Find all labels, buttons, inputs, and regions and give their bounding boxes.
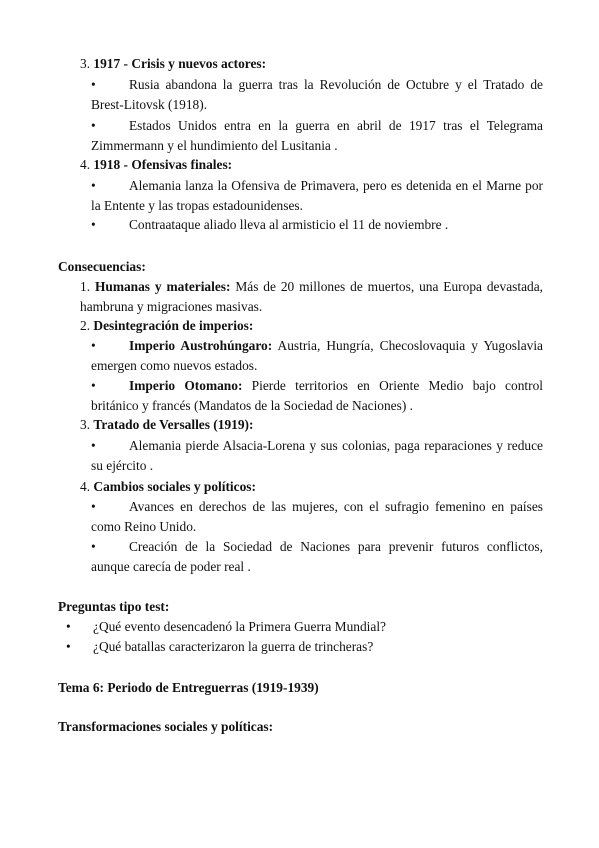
item-text: Más de 20 millones de muertos, una Europa devastada, hambruna y migraciones masivas. — [80, 279, 543, 314]
bullet-icon: • — [91, 499, 96, 514]
question-item — [66, 637, 373, 657]
bullet-paragraph — [91, 116, 543, 155]
list-number: 3. — [80, 417, 91, 432]
bullet-icon: • — [91, 217, 96, 232]
bullet-text: Estados Unidos entra en la guerra en abril de 1917 tras el Telegrama Zimmermann y el hundimiento del Lusitania . — [91, 118, 543, 153]
bullet-title: Imperio Austrohúngaro: — [129, 338, 273, 353]
list-number: 1. — [80, 279, 91, 294]
list-number: 2. — [80, 318, 91, 333]
question-text: ¿Qué evento desencadenó la Primera Guerra Mundial? — [93, 619, 386, 634]
bullet-paragraph — [91, 497, 543, 536]
bullet-icon: • — [91, 77, 96, 92]
bullet-icon: • — [66, 639, 71, 654]
section-1918-heading — [80, 155, 232, 175]
bullet-paragraph — [91, 176, 543, 215]
section-title: 1918 - Ofensivas finales: — [93, 157, 233, 172]
section-1917-heading — [80, 54, 266, 74]
bullet-icon: • — [91, 338, 96, 353]
bullet-icon: • — [91, 539, 96, 554]
item-title: Cambios sociales y políticos: — [93, 479, 256, 494]
list-number: 3. — [80, 56, 91, 71]
bullet-paragraph — [91, 436, 543, 475]
numbered-heading — [80, 415, 253, 435]
list-number: 4. — [80, 479, 91, 494]
bullet-icon: • — [91, 378, 96, 393]
bullet-text: Creación de la Sociedad de Naciones para prevenir futuros conflictos, aunque carecía de poder real . — [91, 539, 543, 574]
bullet-icon: • — [91, 118, 96, 133]
section-title: 1917 - Crisis y nuevos actores: — [93, 56, 267, 71]
bullet-paragraph — [91, 537, 543, 576]
numbered-heading — [80, 316, 253, 336]
bullet-text: Alemania lanza la Ofensiva de Primavera, pero es detenida en el Marne por la Entente y las tropas estadounidenses. — [91, 178, 543, 213]
tema6-heading: Tema 6: Periodo de Entreguerras (1919-1939) — [58, 680, 319, 695]
consecuencias-heading: Consecuencias: — [58, 259, 146, 274]
question-item — [66, 617, 386, 637]
bullet-icon: • — [91, 178, 96, 193]
numbered-heading — [80, 477, 256, 497]
bullet-text: Avances en derechos de las mujeres, con el sufragio femenino en países como Reino Unido. — [91, 499, 543, 534]
bullet-paragraph — [91, 376, 543, 415]
transformaciones-heading: Transformaciones sociales y políticas: — [58, 719, 274, 734]
question-text: ¿Qué batallas caracterizaron la guerra de trincheras? — [93, 639, 374, 654]
item-title: Humanas y materiales: — [94, 279, 231, 294]
bullet-icon: • — [66, 619, 71, 634]
bullet-text: Pierde territorios en Oriente Medio bajo control británico y francés (Mandatos de la Sociedad de Naciones) . — [91, 378, 543, 413]
bullet-icon: • — [91, 438, 96, 453]
bullet-paragraph — [91, 215, 543, 235]
bullet-text: Rusia abandona la guerra tras la Revolución de Octubre y el Tratado de Brest-Litovsk (1918). — [91, 77, 543, 112]
bullet-paragraph — [91, 336, 543, 375]
item-title: Desintegración de imperios: — [93, 318, 254, 333]
item-title: Tratado de Versalles (1919): — [93, 417, 254, 432]
list-number: 4. — [80, 157, 91, 172]
bullet-paragraph — [91, 75, 543, 114]
preguntas-heading: Preguntas tipo test: — [58, 599, 170, 614]
bullet-text: Austria, Hungría, Checoslovaquia y Yugoslavia emergen como nuevos estados. — [91, 338, 543, 373]
numbered-paragraph — [80, 277, 543, 316]
bullet-text: Alemania pierde Alsacia-Lorena y sus colonias, paga reparaciones y reduce su ejército . — [91, 438, 543, 473]
bullet-text: Contraataque aliado lleva al armisticio el 11 de noviembre . — [129, 217, 449, 232]
bullet-title: Imperio Otomano: — [129, 378, 243, 393]
